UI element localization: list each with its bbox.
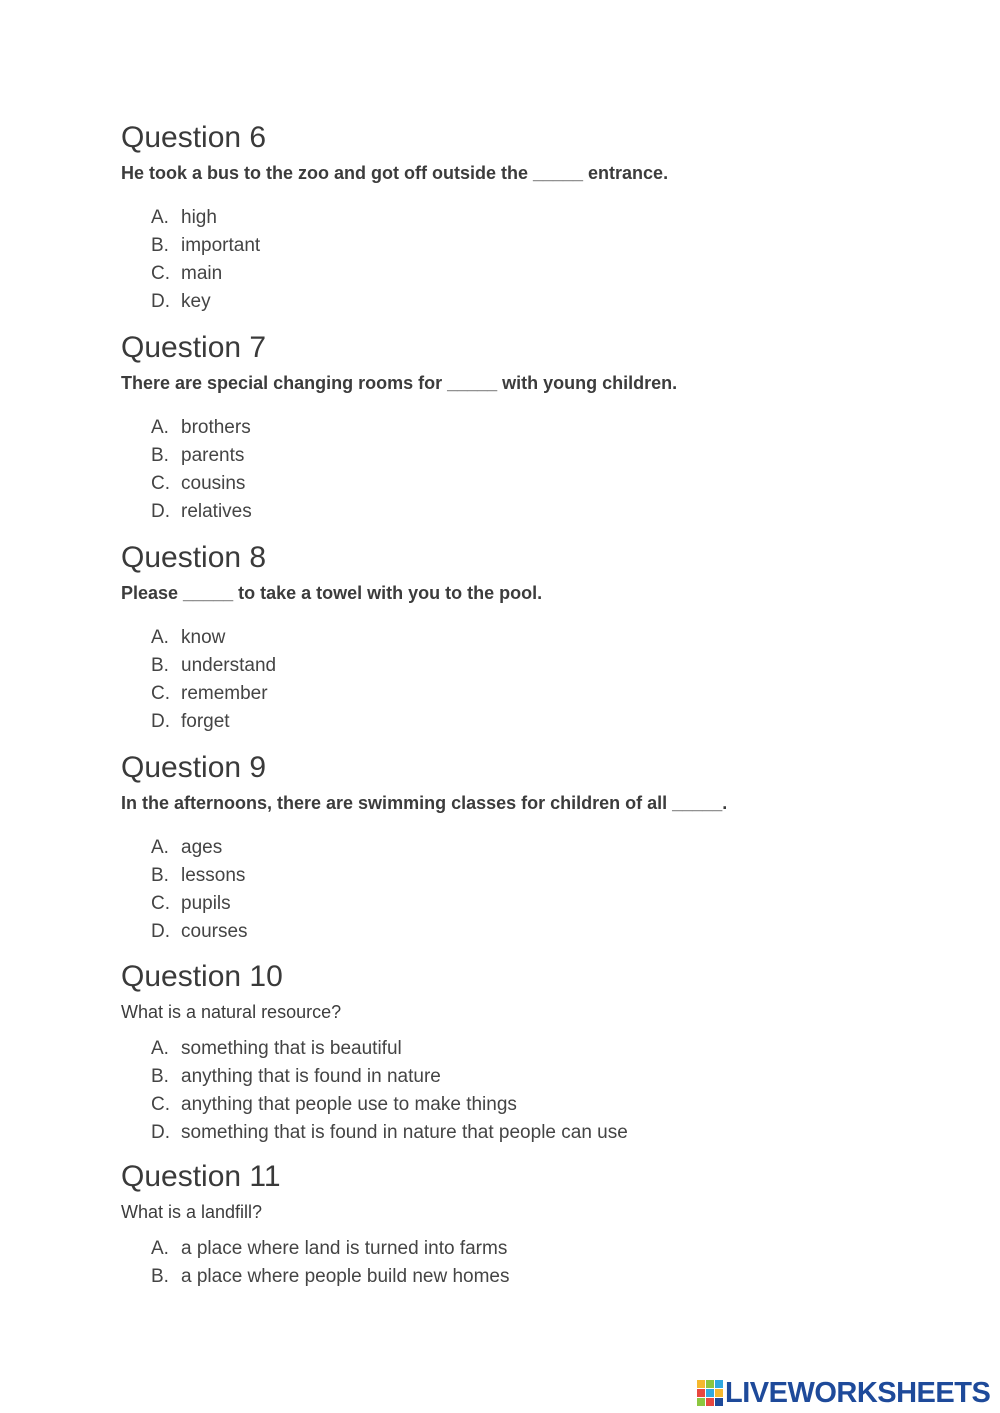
option-letter: D. bbox=[151, 711, 170, 732]
option-letter: A. bbox=[151, 1238, 169, 1259]
option-letter: A. bbox=[151, 417, 169, 438]
option-c[interactable] bbox=[121, 680, 961, 708]
option-letter: D. bbox=[151, 1122, 170, 1143]
question-text: Please _____ to take a towel with you to the pool. bbox=[121, 583, 543, 603]
option-letter: D. bbox=[151, 921, 170, 942]
option-text: key bbox=[181, 291, 211, 312]
options-list bbox=[121, 834, 961, 946]
option-c[interactable] bbox=[121, 260, 961, 288]
option-text: pupils bbox=[181, 893, 231, 914]
question-title: Question 7 bbox=[121, 331, 267, 364]
option-c[interactable] bbox=[121, 890, 961, 918]
question-title: Question 8 bbox=[121, 541, 267, 574]
question-text: In the afternoons, there are swimming classes for children of all _____. bbox=[121, 793, 728, 813]
option-letter: C. bbox=[151, 263, 170, 284]
option-letter: D. bbox=[151, 501, 170, 522]
option-b[interactable] bbox=[121, 1263, 961, 1291]
option-b[interactable] bbox=[121, 1063, 961, 1091]
option-letter: B. bbox=[151, 235, 169, 256]
option-d[interactable] bbox=[121, 708, 961, 736]
options-list bbox=[121, 624, 961, 736]
option-d[interactable] bbox=[121, 918, 961, 946]
option-letter: B. bbox=[151, 1266, 169, 1287]
option-text: courses bbox=[181, 921, 248, 942]
option-text: forget bbox=[181, 711, 230, 732]
option-text: a place where land is turned into farms bbox=[181, 1238, 508, 1259]
option-letter: A. bbox=[151, 837, 169, 858]
options-list bbox=[121, 1235, 961, 1291]
option-text: important bbox=[181, 235, 261, 256]
option-a[interactable] bbox=[121, 834, 961, 862]
question-title: Question 10 bbox=[121, 960, 283, 993]
option-text: cousins bbox=[181, 473, 246, 494]
option-text: relatives bbox=[181, 501, 252, 522]
option-text: something that is found in nature that people can use bbox=[181, 1122, 628, 1143]
option-c[interactable] bbox=[121, 470, 961, 498]
options-list bbox=[121, 1035, 961, 1147]
question-text: He took a bus to the zoo and got off outside the _____ entrance. bbox=[121, 163, 669, 183]
liveworksheets-branding[interactable] bbox=[697, 1376, 990, 1410]
option-a[interactable] bbox=[121, 1235, 961, 1263]
question-text: What is a natural resource? bbox=[121, 1002, 342, 1022]
option-letter: B. bbox=[151, 445, 169, 466]
option-letter: A. bbox=[151, 1038, 169, 1059]
option-text: something that is beautiful bbox=[181, 1038, 402, 1059]
option-text: ages bbox=[181, 837, 223, 858]
option-letter: B. bbox=[151, 865, 169, 886]
option-a[interactable] bbox=[121, 204, 961, 232]
option-text: lessons bbox=[181, 865, 246, 886]
option-a[interactable] bbox=[121, 414, 961, 442]
option-letter: C. bbox=[151, 1094, 170, 1115]
option-text: anything that people use to make things bbox=[181, 1094, 517, 1115]
options-list bbox=[121, 414, 961, 526]
option-a[interactable] bbox=[121, 624, 961, 652]
question-10 bbox=[121, 957, 961, 1147]
liveworksheets-logo-icon bbox=[697, 1380, 723, 1406]
liveworksheets-wordmark: LIVEWORKSHEETS bbox=[725, 1376, 991, 1409]
question-7 bbox=[121, 328, 961, 526]
option-letter: A. bbox=[151, 627, 169, 648]
question-text: What is a landfill? bbox=[121, 1202, 263, 1222]
question-title: Question 9 bbox=[121, 751, 267, 784]
option-text: high bbox=[181, 207, 217, 228]
option-text: understand bbox=[181, 655, 277, 676]
option-b[interactable] bbox=[121, 442, 961, 470]
option-d[interactable] bbox=[121, 1119, 961, 1147]
option-b[interactable] bbox=[121, 862, 961, 890]
question-title: Question 6 bbox=[121, 121, 267, 154]
option-text: parents bbox=[181, 445, 245, 466]
option-text: remember bbox=[181, 683, 268, 704]
option-text: main bbox=[181, 263, 223, 284]
option-a[interactable] bbox=[121, 1035, 961, 1063]
question-text: There are special changing rooms for _____ with young children. bbox=[121, 373, 678, 393]
option-text: a place where people build new homes bbox=[181, 1266, 510, 1287]
options-list bbox=[121, 204, 961, 316]
worksheet-page bbox=[121, 118, 961, 1291]
question-6 bbox=[121, 118, 961, 316]
option-c[interactable] bbox=[121, 1091, 961, 1119]
question-11 bbox=[121, 1157, 961, 1291]
option-letter: B. bbox=[151, 1066, 169, 1087]
option-letter: C. bbox=[151, 473, 170, 494]
question-8 bbox=[121, 538, 961, 736]
option-d[interactable] bbox=[121, 498, 961, 526]
option-letter: C. bbox=[151, 683, 170, 704]
option-d[interactable] bbox=[121, 288, 961, 316]
option-letter: C. bbox=[151, 893, 170, 914]
question-9 bbox=[121, 748, 961, 946]
option-letter: D. bbox=[151, 291, 170, 312]
option-text: know bbox=[181, 627, 226, 648]
option-letter: B. bbox=[151, 655, 169, 676]
option-letter: A. bbox=[151, 207, 169, 228]
option-b[interactable] bbox=[121, 652, 961, 680]
option-b[interactable] bbox=[121, 232, 961, 260]
question-title: Question 11 bbox=[121, 1160, 281, 1193]
option-text: anything that is found in nature bbox=[181, 1066, 441, 1087]
option-text: brothers bbox=[181, 417, 251, 438]
